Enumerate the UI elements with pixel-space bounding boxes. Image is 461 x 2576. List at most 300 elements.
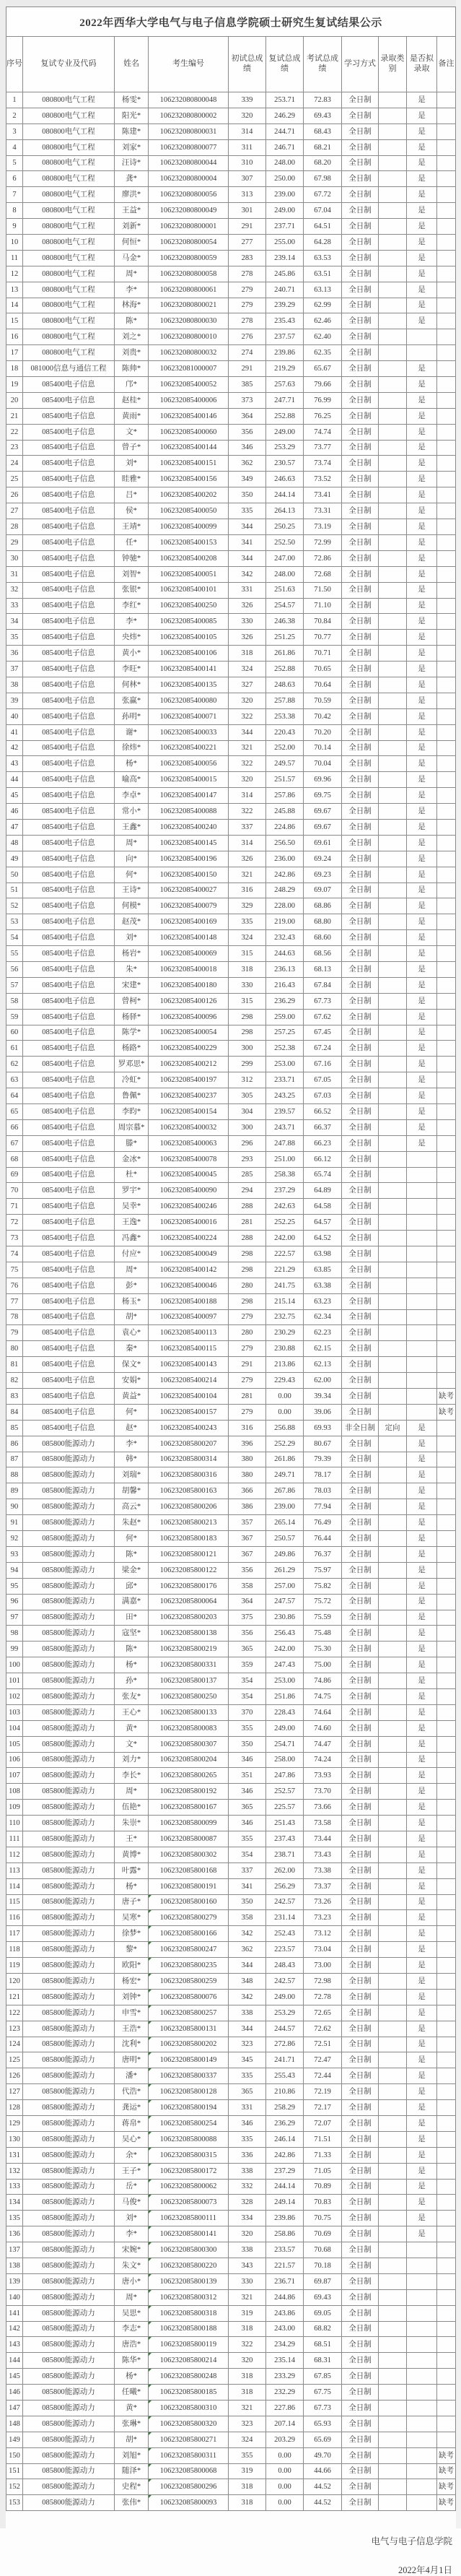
initial-score: 321 [229, 740, 266, 756]
table-row [6, 914, 456, 930]
study-mode: 全日制 [342, 1483, 379, 1499]
total-score: 70.77 [304, 630, 342, 646]
study-mode: 全日制 [342, 361, 379, 377]
study-mode: 全日制 [342, 1720, 379, 1736]
remark [437, 2401, 456, 2416]
major-code: 085800能源动力 [23, 1831, 115, 1847]
candidate-name: 龚* [115, 171, 149, 187]
candidate-number: 106232085400229 [149, 1041, 229, 1057]
initial-score: 335 [229, 2068, 266, 2084]
total-score: 63.38 [304, 1278, 342, 1293]
study-mode: 全日制 [342, 1610, 379, 1626]
candidate-number: 106232085800265 [149, 1768, 229, 1784]
study-mode: 全日制 [342, 614, 379, 630]
table-row [6, 171, 456, 187]
remark [437, 2179, 456, 2195]
remark [437, 1626, 456, 1642]
table-row [6, 1942, 456, 1958]
retest-score: 264.13 [266, 503, 304, 519]
remark [437, 2337, 456, 2353]
major-code: 085800能源动力 [23, 1926, 115, 1942]
row-number: 90 [6, 1499, 23, 1515]
table-row [6, 2100, 456, 2116]
candidate-number: 106232085400033 [149, 724, 229, 740]
proposed-admission: 是 [407, 851, 437, 867]
initial-score: 320 [229, 693, 266, 708]
table-row [6, 2084, 456, 2100]
major-code: 085800能源动力 [23, 2211, 115, 2226]
table-row [6, 123, 456, 139]
initial-score: 278 [229, 266, 266, 282]
initial-score: 305 [229, 1088, 266, 1104]
total-score: 75.82 [304, 1578, 342, 1594]
candidate-name: 向* [115, 851, 149, 867]
row-number: 106 [6, 1752, 23, 1768]
proposed-admission: 是 [407, 1942, 437, 1958]
row-number: 31 [6, 566, 23, 582]
candidate-number: 106232080800021 [149, 298, 229, 313]
initial-score: 334 [229, 2211, 266, 2226]
total-score: 65.69 [304, 2432, 342, 2447]
row-number: 125 [6, 2052, 23, 2068]
major-code: 085400电子信息 [23, 1325, 115, 1341]
candidate-name: 刘钟* [115, 1989, 149, 2005]
table-row [6, 377, 456, 393]
retest-score: 219.00 [266, 914, 304, 930]
study-mode: 全日制 [342, 408, 379, 424]
total-score: 73.93 [304, 1768, 342, 1784]
major-code: 085400电子信息 [23, 646, 115, 662]
table-row [6, 804, 456, 820]
remark [437, 1847, 456, 1862]
proposed-admission: 是 [407, 804, 437, 820]
candidate-name: 胡馨* [115, 1483, 149, 1499]
study-mode: 全日制 [342, 2369, 379, 2385]
initial-score: 280 [229, 1278, 266, 1293]
initial-score: 344 [229, 724, 266, 740]
total-score: 79.39 [304, 1452, 342, 1467]
major-code: 085400电子信息 [23, 1104, 115, 1120]
total-score: 67.03 [304, 1088, 342, 1104]
remark: 缺考 [437, 2447, 456, 2463]
admission-category [379, 1910, 407, 1926]
candidate-number: 106232085400050 [149, 503, 229, 519]
table-row [6, 1167, 456, 1183]
admission-category [379, 1784, 407, 1800]
remark [437, 914, 456, 930]
admission-category [379, 614, 407, 630]
total-score: 68.21 [304, 139, 342, 155]
study-mode: 全日制 [342, 1531, 379, 1547]
study-mode: 全日制 [342, 1784, 379, 1800]
proposed-admission: 是 [407, 1847, 437, 1862]
table-row [6, 1816, 456, 1831]
admission-category [379, 187, 407, 203]
proposed-admission [407, 2353, 437, 2369]
initial-score: 329 [229, 898, 266, 914]
row-number: 82 [6, 1373, 23, 1389]
study-mode: 全日制 [342, 108, 379, 123]
candidate-number: 106232085400054 [149, 1025, 229, 1041]
candidate-name: 赵桂* [115, 392, 149, 408]
table-row [6, 977, 456, 993]
row-number: 151 [6, 2463, 23, 2479]
row-number: 32 [6, 582, 23, 598]
column-header: 复试专业及代码 [23, 37, 115, 92]
table-row [6, 1862, 456, 1878]
remark [437, 1025, 456, 1041]
table-row [6, 2289, 456, 2305]
admission-category [379, 2211, 407, 2226]
retest-score: 252.00 [266, 740, 304, 756]
admission-category [379, 2100, 407, 2116]
table-header [6, 37, 456, 92]
study-mode: 全日制 [342, 1894, 379, 1910]
retest-score: 240.71 [266, 282, 304, 298]
row-number: 95 [6, 1578, 23, 1594]
remark [437, 2005, 456, 2021]
admission-category [379, 1309, 407, 1325]
table-row [6, 2131, 456, 2147]
candidate-number: 106232085800312 [149, 2289, 229, 2305]
admission-category [379, 377, 407, 393]
remark [437, 804, 456, 820]
row-number: 121 [6, 1989, 23, 2005]
remark [437, 646, 456, 662]
major-code: 085400电子信息 [23, 630, 115, 646]
major-code: 085400电子信息 [23, 440, 115, 456]
proposed-admission: 是 [407, 740, 437, 756]
initial-score: 326 [229, 630, 266, 646]
total-score: 62.40 [304, 329, 342, 345]
row-number: 67 [6, 1135, 23, 1151]
admission-category [379, 882, 407, 898]
major-code: 085400电子信息 [23, 456, 115, 472]
row-number: 17 [6, 345, 23, 361]
major-code: 080800电气工程 [23, 171, 115, 187]
retest-score: 249.00 [266, 1989, 304, 2005]
study-mode: 全日制 [342, 598, 379, 614]
remark: 缺考 [437, 1389, 456, 1405]
admission-category [379, 1389, 407, 1405]
retest-score: 252.57 [266, 1784, 304, 1800]
total-score: 79.66 [304, 377, 342, 393]
candidate-name: 杨路* [115, 1041, 149, 1057]
candidate-number: 106232085400145 [149, 835, 229, 851]
major-code: 085400电子信息 [23, 1293, 115, 1309]
row-number: 39 [6, 693, 23, 708]
remark [437, 2242, 456, 2258]
candidate-name: 高云* [115, 1499, 149, 1515]
initial-score: 396 [229, 1436, 266, 1452]
row-number: 120 [6, 1973, 23, 1989]
initial-score: 357 [229, 1515, 266, 1531]
total-score: 70.59 [304, 693, 342, 708]
total-score: 68.51 [304, 2337, 342, 2353]
candidate-name: 金冰* [115, 1151, 149, 1167]
table-row [6, 582, 456, 598]
major-code: 085400电子信息 [23, 835, 115, 851]
proposed-admission: 是 [407, 1104, 437, 1120]
candidate-number: 106232085800337 [149, 2068, 229, 2084]
candidate-name: 罗邓思* [115, 1057, 149, 1072]
study-mode: 全日制 [342, 2273, 379, 2289]
proposed-admission: 是 [407, 123, 437, 139]
admission-category [379, 582, 407, 598]
row-number: 72 [6, 1215, 23, 1231]
initial-score: 373 [229, 392, 266, 408]
total-score: 67.73 [304, 2401, 342, 2416]
proposed-admission: 是 [407, 630, 437, 646]
row-number: 23 [6, 440, 23, 456]
table-row [6, 1420, 456, 1436]
remark [437, 693, 456, 708]
proposed-admission: 是 [407, 1562, 437, 1578]
proposed-admission: 是 [407, 440, 437, 456]
proposed-admission [407, 2337, 437, 2353]
proposed-admission: 是 [407, 1515, 437, 1531]
admission-category [379, 1720, 407, 1736]
retest-score: 244.71 [266, 123, 304, 139]
table-row [6, 1610, 456, 1626]
study-mode: 全日制 [342, 2100, 379, 2116]
remark [437, 1262, 456, 1278]
candidate-number: 106232085800213 [149, 1515, 229, 1531]
admission-category [379, 1499, 407, 1515]
total-score: 73.44 [304, 1831, 342, 1847]
candidate-number: 106232085800194 [149, 2100, 229, 2116]
table-row [6, 961, 456, 977]
major-code: 085400电子信息 [23, 677, 115, 693]
admission-category [379, 2401, 407, 2416]
remark [437, 266, 456, 282]
retest-score: 249.86 [266, 1546, 304, 1562]
study-mode: 全日制 [342, 1452, 379, 1467]
candidate-number: 106232085400142 [149, 1262, 229, 1278]
major-code: 085800能源动力 [23, 1594, 115, 1610]
proposed-admission: 是 [407, 1784, 437, 1800]
major-code: 080800电气工程 [23, 203, 115, 219]
study-mode: 全日制 [342, 2495, 379, 2511]
total-score: 62.34 [304, 1309, 342, 1325]
candidate-name: 罗宇* [115, 1183, 149, 1199]
row-number: 37 [6, 662, 23, 677]
remark [437, 108, 456, 123]
total-score: 69.87 [304, 2273, 342, 2289]
initial-score: 358 [229, 1910, 266, 1926]
major-code: 080800电气工程 [23, 250, 115, 266]
proposed-admission [407, 1325, 437, 1341]
retest-score: 0.00 [266, 2495, 304, 2511]
major-code: 085800能源动力 [23, 2369, 115, 2385]
total-score: 72.47 [304, 2052, 342, 2068]
table-row [6, 2385, 456, 2401]
candidate-name: 陈华* [115, 2353, 149, 2369]
row-number: 99 [6, 1642, 23, 1657]
table-row [6, 2179, 456, 2195]
study-mode: 全日制 [342, 2447, 379, 2463]
major-code: 085800能源动力 [23, 1704, 115, 1720]
study-mode: 全日制 [342, 1373, 379, 1389]
total-score: 70.18 [304, 2258, 342, 2274]
retest-score: 249.00 [266, 1720, 304, 1736]
total-score: 70.75 [304, 2211, 342, 2226]
table-row [6, 2005, 456, 2021]
table-row [6, 519, 456, 535]
proposed-admission: 是 [407, 1057, 437, 1072]
admission-category [379, 1546, 407, 1562]
initial-score: 318 [229, 2479, 266, 2495]
candidate-number: 106232085400106 [149, 646, 229, 662]
study-mode: 全日制 [342, 2305, 379, 2321]
retest-score: 256.50 [266, 835, 304, 851]
major-code: 085400电子信息 [23, 408, 115, 424]
remark [437, 1357, 456, 1373]
row-number: 36 [6, 646, 23, 662]
candidate-name: 付应* [115, 1246, 149, 1262]
total-score: 44.52 [304, 2495, 342, 2511]
admission-category [379, 1768, 407, 1784]
row-number: 61 [6, 1041, 23, 1057]
total-score: 66.52 [304, 1104, 342, 1120]
major-code: 085400电子信息 [23, 1262, 115, 1278]
admission-category [379, 1673, 407, 1689]
candidate-name: 代浩* [115, 2084, 149, 2100]
candidate-name: 彭* [115, 1278, 149, 1293]
proposed-admission [407, 1183, 437, 1199]
admission-category [379, 1467, 407, 1483]
remark [437, 819, 456, 835]
table-row [6, 392, 456, 408]
candidate-name: 文* [115, 1736, 149, 1752]
proposed-admission [407, 2258, 437, 2274]
initial-score: 344 [229, 550, 266, 566]
proposed-admission: 是 [407, 2131, 437, 2147]
candidate-number: 106232085800068 [149, 2463, 229, 2479]
row-number: 16 [6, 329, 23, 345]
remark: 缺考 [437, 2463, 456, 2479]
row-number: 128 [6, 2100, 23, 2116]
study-mode: 全日制 [342, 313, 379, 329]
major-code: 085400电子信息 [23, 756, 115, 772]
candidate-name: 喻高* [115, 772, 149, 788]
study-mode: 全日制 [342, 1041, 379, 1057]
table-row [6, 1309, 456, 1325]
total-score: 69.67 [304, 804, 342, 820]
study-mode: 全日制 [342, 266, 379, 282]
table-row [6, 2416, 456, 2432]
study-mode: 全日制 [342, 1862, 379, 1878]
retest-score: 265.14 [266, 1515, 304, 1531]
initial-score: 324 [229, 2432, 266, 2447]
major-code: 085400电子信息 [23, 977, 115, 993]
total-score: 73.23 [304, 1910, 342, 1926]
proposed-admission: 是 [407, 882, 437, 898]
candidate-number: 106232085400143 [149, 1357, 229, 1373]
remark [437, 1688, 456, 1704]
row-number: 24 [6, 456, 23, 472]
remark [437, 2211, 456, 2226]
study-mode: 全日制 [342, 2147, 379, 2163]
initial-score: 293 [229, 1151, 266, 1167]
row-number: 152 [6, 2479, 23, 2495]
table-row [6, 1183, 456, 1199]
admission-category [379, 456, 407, 472]
initial-score: 356 [229, 1562, 266, 1578]
study-mode: 全日制 [342, 2195, 379, 2211]
retest-score: 249.57 [266, 756, 304, 772]
candidate-number: 106232085800316 [149, 1467, 229, 1483]
remark [437, 550, 456, 566]
candidate-number: 106232085400146 [149, 408, 229, 424]
remark [437, 756, 456, 772]
candidate-name: 朱* [115, 961, 149, 977]
initial-score: 319 [229, 2305, 266, 2321]
retest-score: 249.14 [266, 2195, 304, 2211]
table-row [6, 487, 456, 503]
admission-category [379, 282, 407, 298]
initial-score: 313 [229, 187, 266, 203]
major-code: 085800能源动力 [23, 2021, 115, 2037]
admission-category [379, 930, 407, 946]
candidate-name: 王诗* [115, 882, 149, 898]
major-code: 085400电子信息 [23, 1151, 115, 1167]
admission-category [379, 1515, 407, 1531]
announcement-page [6, 6, 456, 2576]
admission-category [379, 203, 407, 219]
admission-category [379, 1231, 407, 1246]
candidate-number: 106232085800167 [149, 1800, 229, 1816]
initial-score: 332 [229, 2179, 266, 2195]
major-code: 085400电子信息 [23, 1183, 115, 1199]
initial-score: 364 [229, 408, 266, 424]
study-mode: 全日制 [342, 1404, 379, 1420]
remark [437, 614, 456, 630]
remark [437, 740, 456, 756]
column-header: 考试总成绩 [304, 37, 342, 92]
initial-score: 298 [229, 1025, 266, 1041]
total-score: 73.12 [304, 1926, 342, 1942]
initial-score: 279 [229, 1373, 266, 1389]
initial-score: 326 [229, 598, 266, 614]
admission-category [379, 1072, 407, 1088]
retest-score: 253.00 [266, 1057, 304, 1072]
remark [437, 235, 456, 251]
table-row [6, 2369, 456, 2385]
remark [437, 2147, 456, 2163]
initial-score: 385 [229, 377, 266, 393]
candidate-name: 林海* [115, 298, 149, 313]
proposed-admission: 是 [407, 1704, 437, 1720]
table-row [6, 819, 456, 835]
candidate-number: 106232085800064 [149, 1594, 229, 1610]
proposed-admission: 是 [407, 898, 437, 914]
table-row [6, 440, 456, 456]
retest-score: 0.00 [266, 2479, 304, 2495]
total-score: 71.10 [304, 598, 342, 614]
candidate-number: 106232085800191 [149, 1878, 229, 1894]
candidate-name: 陈* [115, 1642, 149, 1657]
candidate-name: 李志* [115, 2321, 149, 2337]
total-score: 73.41 [304, 487, 342, 503]
candidate-number: 106232085400056 [149, 756, 229, 772]
remark [437, 1562, 456, 1578]
proposed-admission: 是 [407, 1483, 437, 1499]
row-number: 18 [6, 361, 23, 377]
candidate-number: 106232085800203 [149, 1610, 229, 1626]
study-mode: 全日制 [342, 677, 379, 693]
admission-category [379, 329, 407, 345]
